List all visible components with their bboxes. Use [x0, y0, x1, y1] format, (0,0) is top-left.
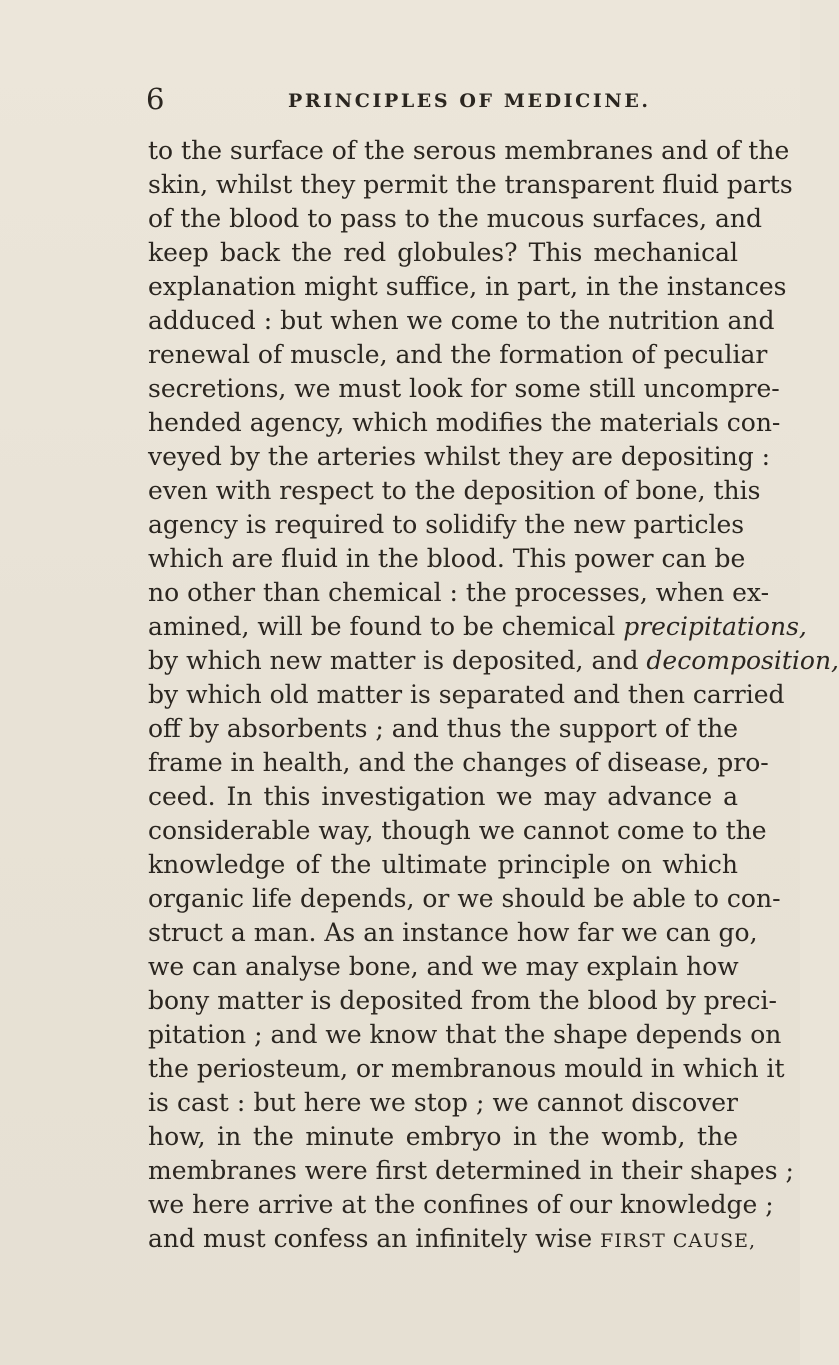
text-line: hended agency, which modifies the materials con- — [148, 408, 781, 437]
text-line: to the surface of the serous membranes and of the — [148, 136, 790, 165]
text-line: membranes were first determined in their shapes ; — [148, 1156, 794, 1185]
text-line-with-italic — [148, 644, 839, 678]
text-line-with-italic — [148, 610, 807, 644]
text-line: which are fluid in the blood. This power can be — [148, 544, 746, 573]
text-line: by which old matter is separated and then carried — [148, 680, 785, 709]
text-line: ceed. In this investigation we may advance a — [148, 782, 738, 811]
text-line: organic life depends, or we should be able to con- — [148, 884, 781, 913]
text-line: we here arrive at the confines of our knowledge ; — [148, 1190, 774, 1219]
running-title: PRINCIPLES OF MEDICINE. — [288, 90, 651, 112]
text-line: is cast : but here we stop ; we cannot discover — [148, 1088, 738, 1117]
text-line: struct a man. As an instance how far we can go, — [148, 918, 758, 947]
text-line: frame in health, and the changes of disease, pro- — [148, 748, 769, 777]
text-line: renewal of muscle, and the formation of peculiar — [148, 340, 768, 369]
italic-term: decomposition, — [646, 646, 839, 675]
text-segment: by which new matter is deposited, and — [148, 646, 639, 675]
body-text — [148, 134, 839, 1256]
text-line: knowledge of the ultimate principle on which — [148, 850, 738, 879]
text-line: keep back the red globules? This mechanical — [148, 238, 738, 267]
text-line: no other than chemical : the processes, when ex- — [148, 578, 770, 607]
small-caps-term: FIRST CAUSE, — [600, 1230, 757, 1252]
text-line: agency is required to solidify the new particles — [148, 510, 745, 539]
text-line: of the blood to pass to the mucous surfaces, and — [148, 204, 762, 233]
text-line: we can analyse bone, and we may explain how — [148, 952, 739, 981]
text-line: even with respect to the deposition of bone, this — [148, 476, 761, 505]
text-line: how, in the minute embryo in the womb, the — [148, 1122, 738, 1151]
text-line: explanation might suffice, in part, in the instances — [148, 272, 787, 301]
text-line: pitation ; and we know that the shape depends on — [148, 1020, 782, 1049]
text-segment: and must confess an infinitely wise — [148, 1224, 593, 1253]
text-line: secretions, we must look for some still uncompre- — [148, 374, 780, 403]
text-line: adduced : but when we come to the nutrition and — [148, 306, 775, 335]
text-segment: amined, will be found to be chemical — [148, 612, 616, 641]
text-line: off by absorbents ; and thus the support of the — [148, 714, 738, 743]
text-line: the periosteum, or membranous mould in which it — [148, 1054, 785, 1083]
text-line: considerable way, though we cannot come to the — [148, 816, 767, 845]
text-line: veyed by the arteries whilst they are depositing : — [148, 442, 771, 471]
running-head — [0, 82, 800, 116]
text-line: skin, whilst they permit the transparent fluid parts — [148, 170, 793, 199]
text-line: bony matter is deposited from the blood by preci- — [148, 986, 777, 1015]
text-line-with-small-caps — [148, 1222, 757, 1256]
page-number: 6 — [146, 82, 165, 116]
italic-term: precipitations, — [623, 612, 807, 641]
